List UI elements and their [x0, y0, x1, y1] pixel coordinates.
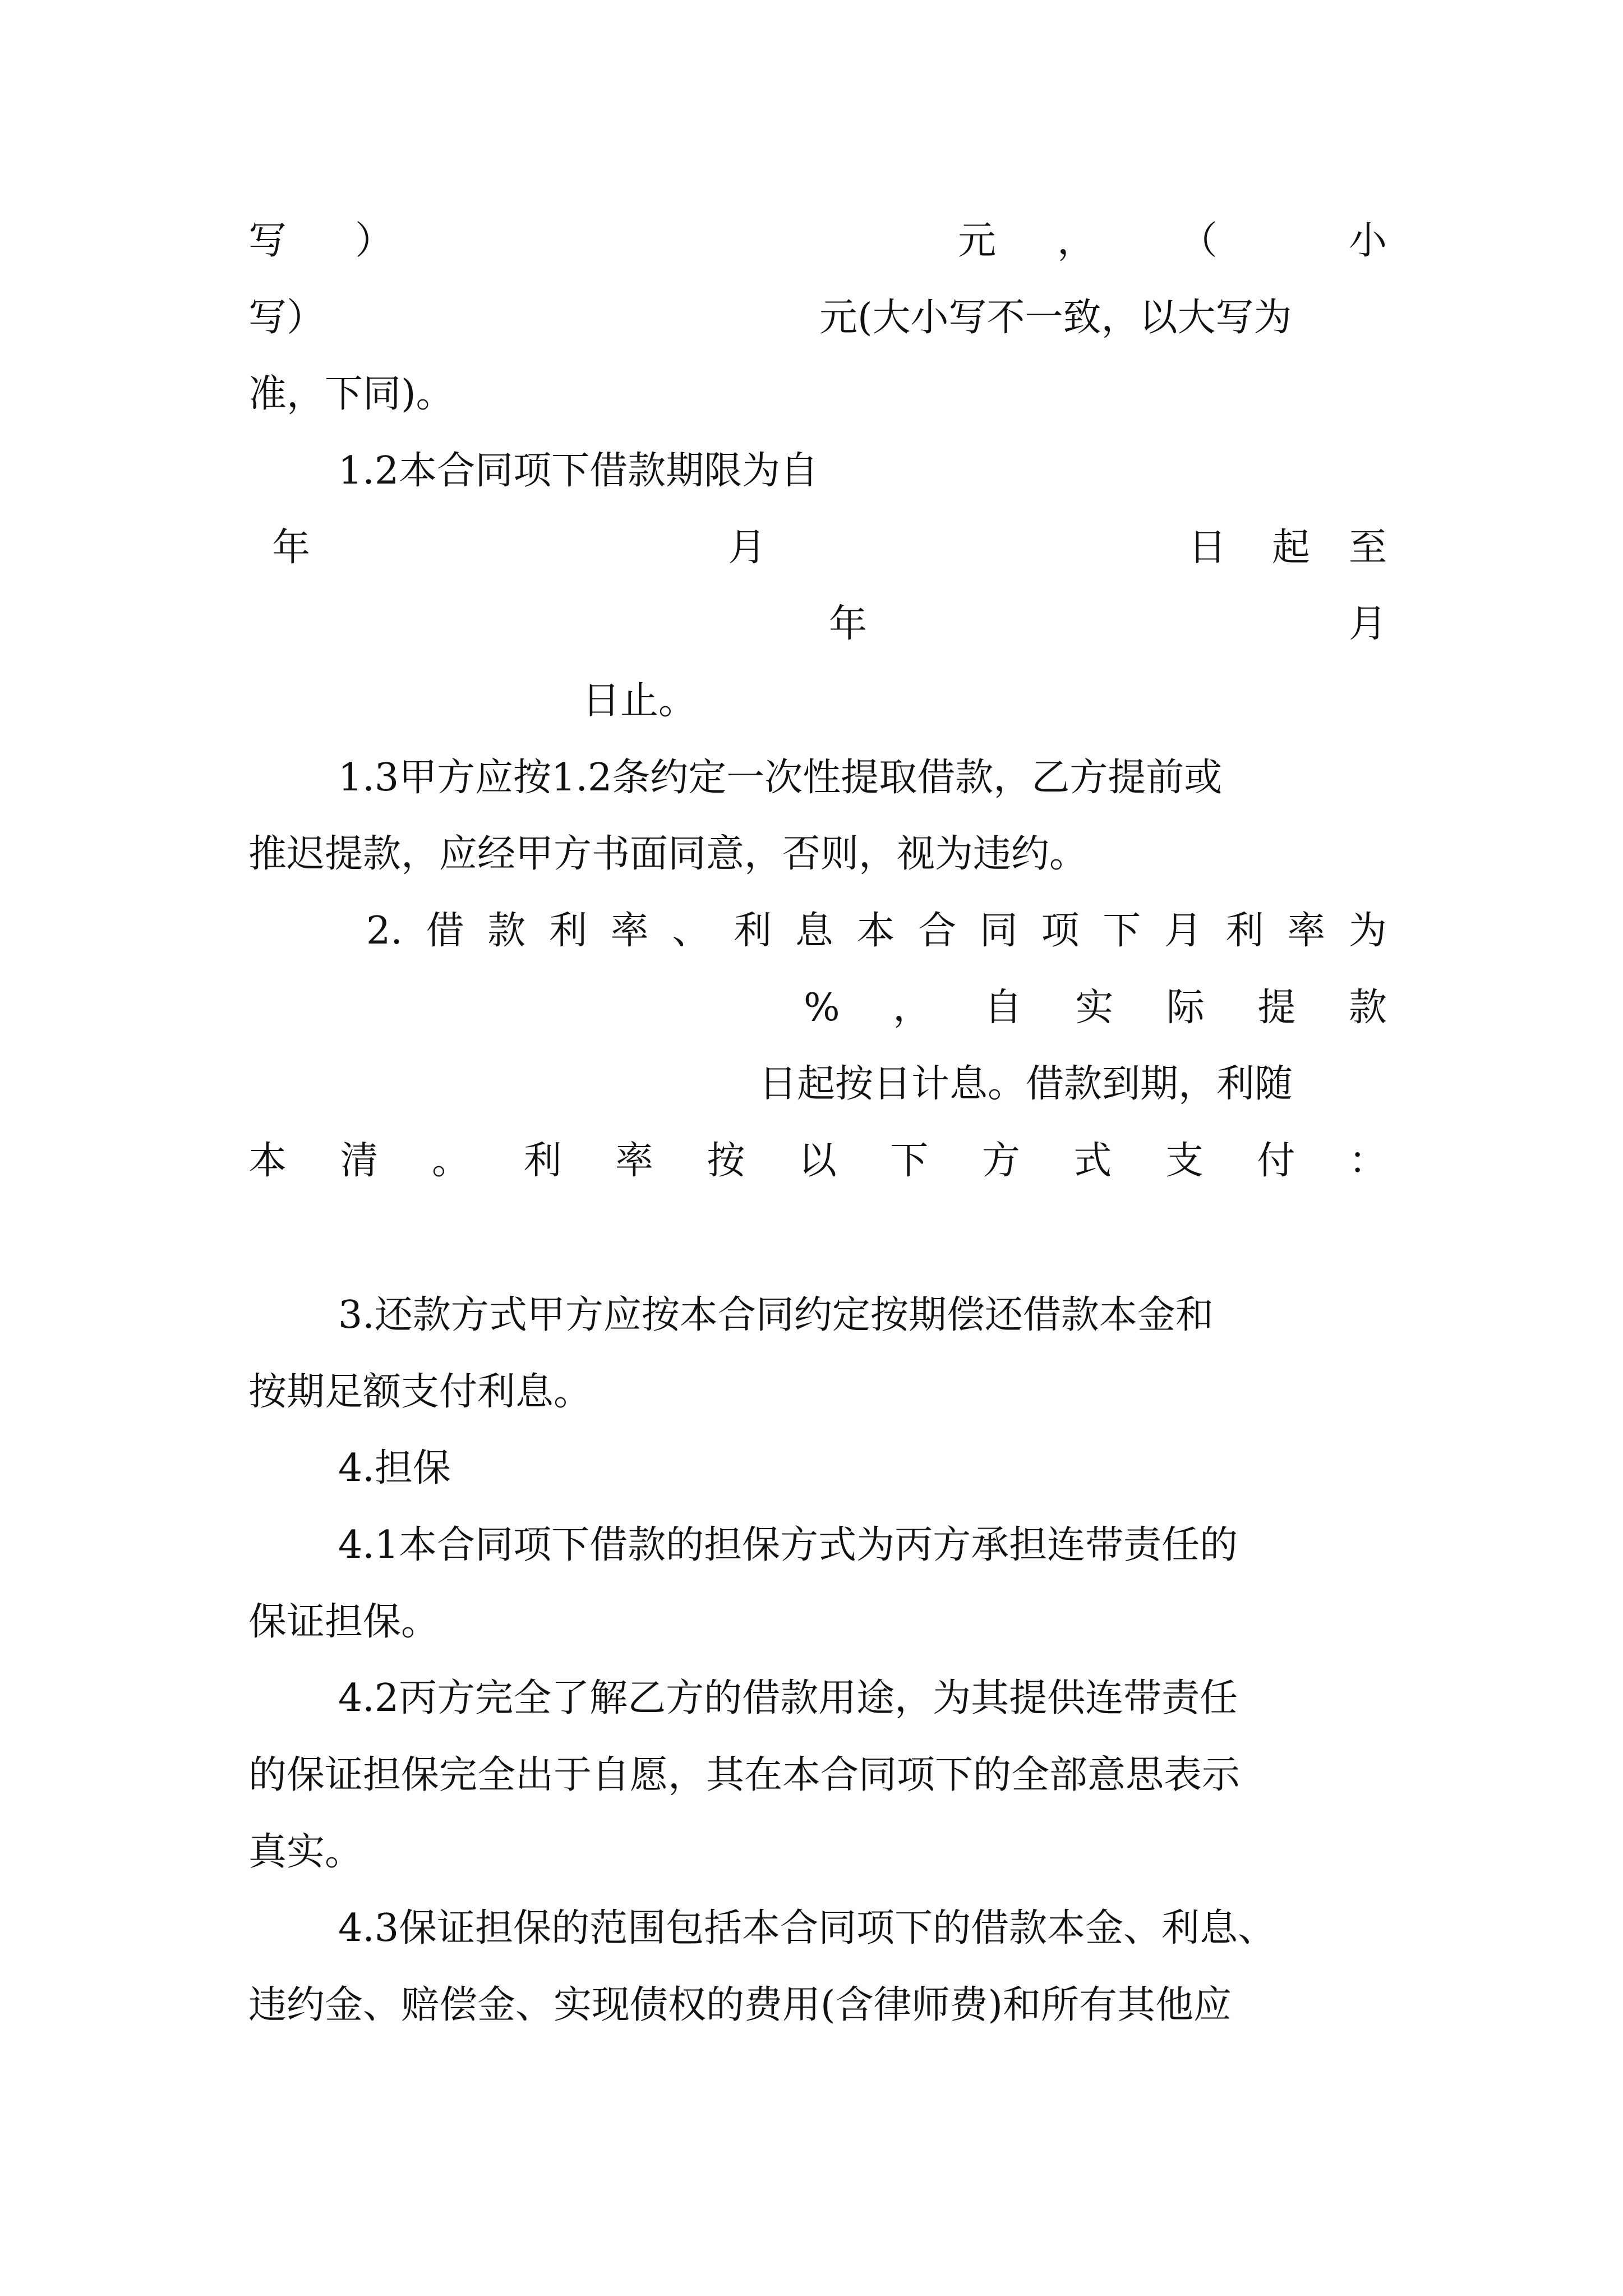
- clause-4-1: 4.1本合同项下借款的担保方式为丙方承担连带责任的: [338, 1523, 1238, 1567]
- text-fragment: ，: [893, 986, 932, 1030]
- paragraph-line: 违约金、赔偿金、实现债权的费用(含律师费)和所有其他应: [248, 1983, 1232, 2027]
- text-fragment: 合: [918, 909, 957, 953]
- text-fragment: 写）: [248, 296, 325, 340]
- clause-4-3: 4.3保证担保的范围包括本合同项下的借款本金、利息、: [338, 1906, 1276, 1950]
- paragraph-line: 准，下同)。: [248, 372, 454, 416]
- text-fragment: 清: [340, 1139, 379, 1183]
- text-fragment: 利: [523, 1139, 562, 1183]
- text-fragment: 按: [707, 1139, 745, 1183]
- text-fragment: 支: [1165, 1139, 1204, 1183]
- paragraph-line: 的保证担保完全出于自愿，其在本合同项下的全部意思表示: [248, 1753, 1241, 1797]
- amount-line: [248, 210, 1387, 272]
- text-fragment: 2.: [366, 909, 403, 953]
- text-fragment: 率: [615, 1139, 653, 1183]
- rate-line: [248, 977, 1387, 1039]
- rate-line-group: [804, 977, 1387, 1039]
- text-fragment: （: [1179, 219, 1218, 263]
- paragraph-line: 真实。: [248, 1830, 363, 1874]
- amount-line-2: [248, 287, 1387, 349]
- text-fragment: 下: [890, 1139, 929, 1183]
- text-fragment: 元(大小写不一致，以大写为: [819, 296, 1292, 340]
- clause-2-heading: [248, 900, 1387, 962]
- text-fragment: 至: [1349, 526, 1387, 570]
- text-fragment: ，: [1057, 219, 1096, 263]
- text-fragment: 月: [1164, 909, 1202, 953]
- text-fragment: 利: [1225, 909, 1264, 953]
- text-fragment: 自: [984, 986, 1022, 1030]
- text-fragment: 际: [1166, 986, 1205, 1030]
- paragraph-line: 保证担保。: [248, 1600, 440, 1644]
- text-fragment: 提: [1257, 986, 1296, 1030]
- text-fragment: 年: [829, 602, 868, 646]
- text-fragment: 本: [856, 909, 895, 953]
- text-fragment: ）: [355, 219, 394, 263]
- text-fragment: 同: [979, 909, 1018, 953]
- date-line-end: [248, 670, 1387, 732]
- text-fragment: 下: [1103, 909, 1141, 953]
- interest-line: [248, 1053, 1387, 1115]
- text-fragment: ：: [1348, 1139, 1387, 1183]
- text-fragment: 日起按日计息。借款到期，利随: [759, 1062, 1293, 1106]
- text-fragment: 小: [1349, 219, 1387, 263]
- text-fragment: 借: [426, 909, 464, 953]
- text-fragment: 元: [958, 219, 997, 263]
- text-fragment: 以: [798, 1139, 837, 1183]
- text-fragment: 利: [734, 909, 772, 953]
- clause-4-2: 4.2丙方完全了解乙方的借款用途，为其提供连带责任: [338, 1676, 1238, 1720]
- text-fragment: 日: [1188, 526, 1227, 570]
- text-fragment: 率: [610, 909, 649, 953]
- text-fragment: 本: [248, 1139, 287, 1183]
- date-line: [248, 517, 1387, 579]
- text-fragment: 起: [1272, 526, 1311, 570]
- text-fragment: 式: [1073, 1139, 1112, 1183]
- text-fragment: 月: [1349, 602, 1387, 646]
- clause-1-2-heading: 1.2本合同项下借款期限为自: [338, 449, 819, 493]
- clause-4-heading: 4.担保: [338, 1446, 451, 1490]
- text-fragment: 付: [1257, 1139, 1295, 1183]
- clause-3: 3.还款方式甲方应按本合同约定按期偿还借款本金和: [338, 1293, 1214, 1337]
- payment-method-line: [248, 1130, 1387, 1192]
- text-fragment: 年: [272, 526, 311, 570]
- paragraph-line: 按期足额支付利息。: [248, 1370, 592, 1414]
- text-fragment: 写: [248, 219, 287, 263]
- date-line-2: [248, 593, 1387, 655]
- text-fragment: 息: [795, 909, 833, 953]
- text-fragment: 。: [431, 1139, 470, 1183]
- text-fragment: 为: [1348, 909, 1387, 953]
- clause-1-3: 1.3甲方应按1.2条约定一次性提取借款，乙方提前或: [338, 756, 1223, 800]
- text-fragment: 实: [1075, 986, 1114, 1030]
- text-fragment: 、: [672, 909, 711, 953]
- text-fragment: 款: [487, 909, 526, 953]
- text-fragment: %: [804, 986, 840, 1030]
- text-fragment: 日止。: [582, 679, 697, 723]
- paragraph-line: 推迟提款，应经甲方书面同意，否则，视为违约。: [248, 832, 1088, 876]
- text-fragment: 方: [981, 1139, 1020, 1183]
- text-fragment: 款: [1348, 986, 1387, 1030]
- text-fragment: 月: [728, 526, 767, 570]
- text-fragment: 率: [1287, 909, 1326, 953]
- text-fragment: 项: [1041, 909, 1080, 953]
- text-fragment: 利: [548, 909, 587, 953]
